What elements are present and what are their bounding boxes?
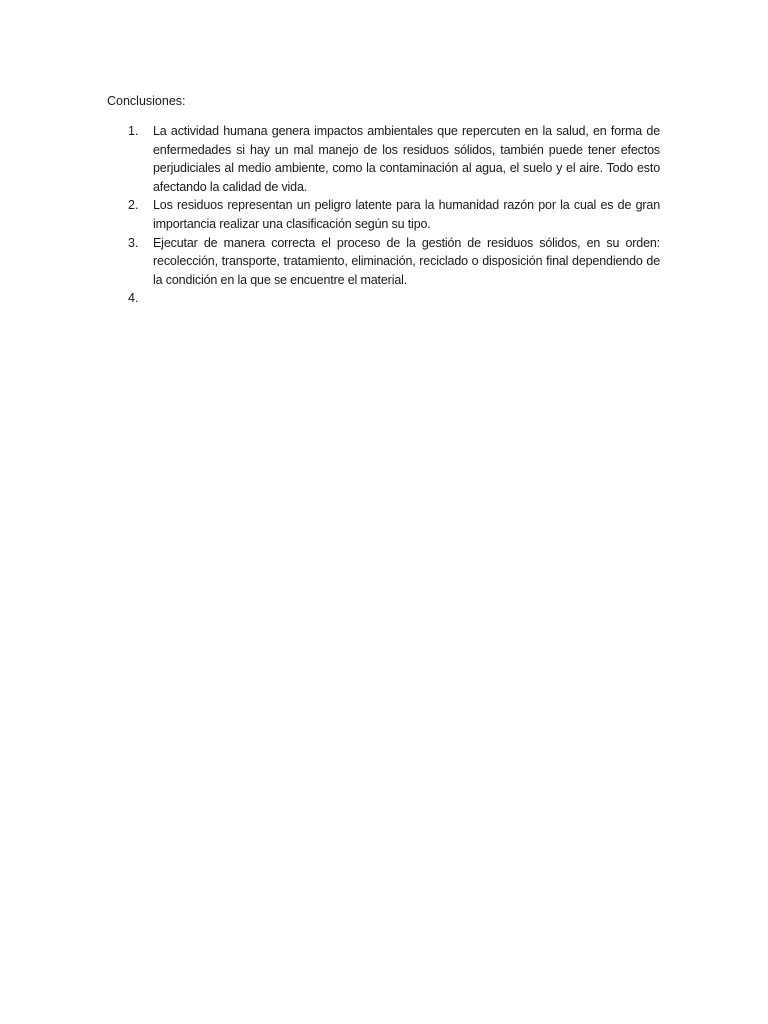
conclusions-heading: Conclusiones: — [107, 94, 186, 108]
list-item-text — [153, 289, 660, 308]
list-item — [0, 196, 768, 233]
conclusions-list — [0, 122, 768, 308]
list-item-text: La actividad humana genera impactos ambientales que repercuten en la salud, en forma de enfermedades si hay un mal manejo de los residuos sólidos, también puede tener efectos perjudiciales al medio ambiente, como la contaminación al agua, el suelo y el aire. Todo esto afectando la calidad de vida. — [153, 124, 660, 194]
list-item — [0, 289, 768, 308]
list-item-number: 1. — [128, 124, 139, 138]
list-item-number: 2. — [128, 198, 139, 213]
list-item-text: Los residuos representan un peligro latente para la humanidad razón por la cual es de gran importancia realizar una clasificación según su tipo. — [153, 198, 660, 231]
list-item — [0, 234, 768, 290]
list-item-number: 3. — [128, 235, 139, 250]
list-item-text: Ejecutar de manera correcta el proceso de la gestión de residuos sólidos, en su orden: recolección, transporte, tratamiento, eliminación, reciclado o disposición final dependiendo de la condición en la que se encuentre el material. — [153, 235, 660, 287]
list-item — [0, 122, 768, 196]
list-item-number: 4. — [128, 291, 139, 306]
